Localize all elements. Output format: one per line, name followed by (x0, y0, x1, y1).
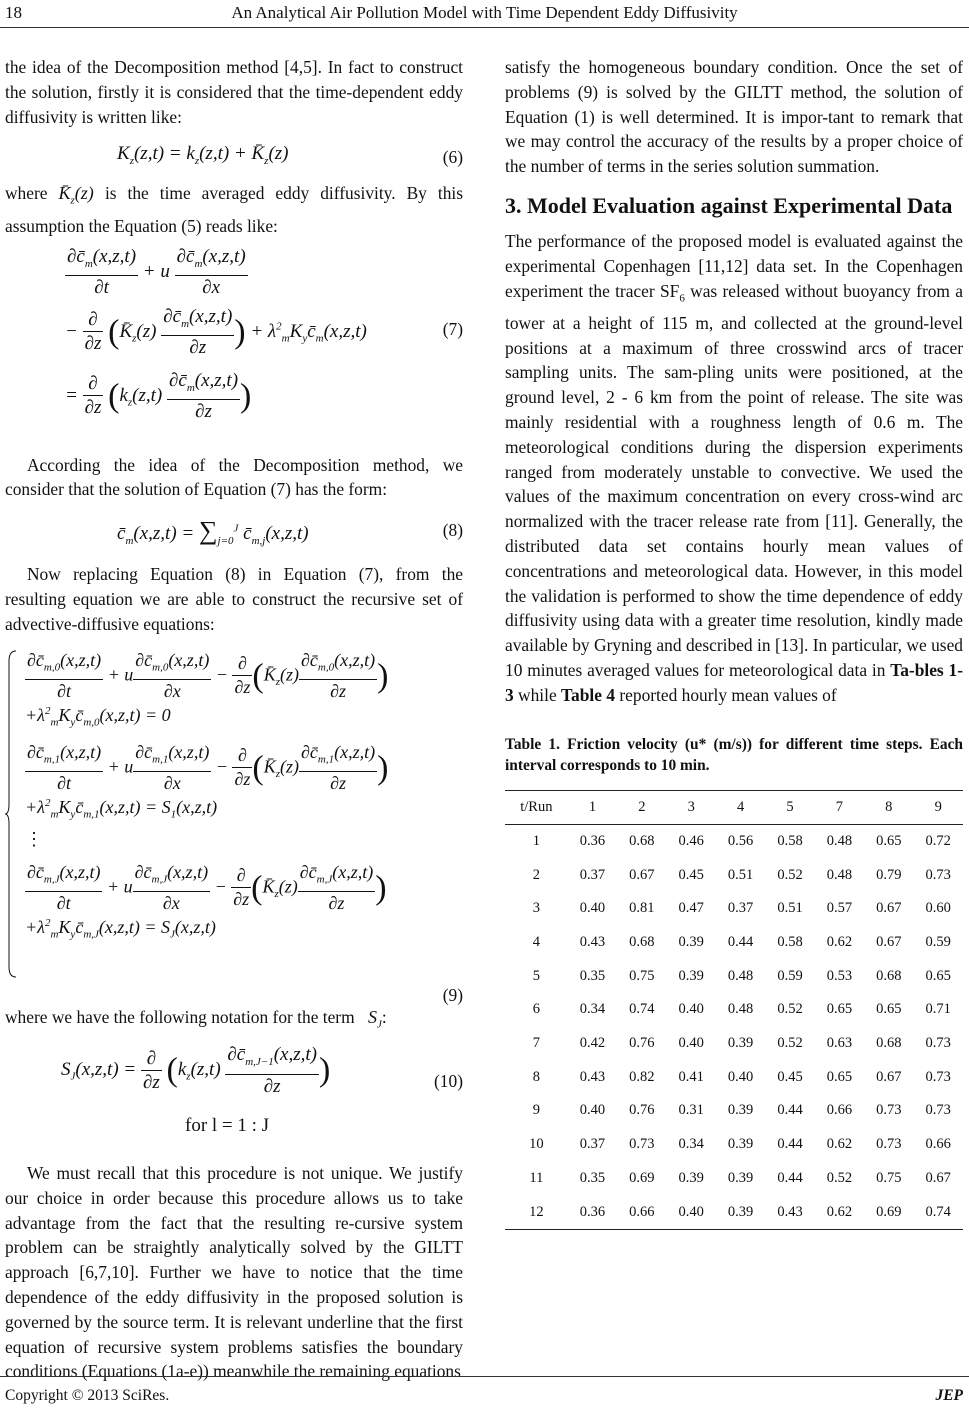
table-cell: 0.45 (678, 866, 704, 883)
table-row (505, 858, 963, 892)
table-header-cell: 8 (885, 798, 893, 815)
table-header-cell: 2 (638, 798, 646, 815)
table-cell: 4 (532, 934, 540, 950)
table-row (505, 1060, 963, 1094)
table-cell: 0.73 (925, 1035, 951, 1052)
table-cell: 0.39 (678, 967, 704, 984)
table-cell: 0.68 (876, 967, 902, 984)
table-cell: 5 (532, 967, 540, 984)
header-rule (0, 27, 969, 28)
table-row (505, 892, 963, 926)
page-number: 18 (5, 3, 22, 22)
equation-8: $c̄_m(x,z,t) = \sum_{j=0}^J$ $c̄_{m,j}(x,z,t)$ (8) (117, 516, 463, 547)
table-cell: 0.62 (826, 1203, 853, 1220)
table-cell: 0.44 (777, 1169, 803, 1186)
table-cell: 0.73 (925, 1068, 951, 1085)
table-cell: 0.79 (876, 866, 902, 883)
table-cell: 0.47 (678, 900, 704, 917)
table-cell: 0.65 (876, 832, 902, 849)
table-cell: 0.36 (579, 832, 606, 849)
table-cell: 0.43 (579, 934, 606, 950)
left-column (5, 55, 463, 1384)
left-paragraph-5: where we have the following notation for the term $S_J$: (5, 1006, 387, 1031)
table-row (505, 1161, 963, 1195)
table-cell: 0.73 (629, 1136, 655, 1153)
table-cell: 0.34 (678, 1136, 704, 1153)
table-cell: 0.51 (777, 900, 803, 917)
table-cell: 0.42 (579, 1035, 606, 1052)
table-cell: 0.69 (629, 1169, 655, 1186)
equation-9-number: (9) (442, 984, 463, 1005)
left-paragraph-2: where $K̄_z(z)$ is the time averaged eddy diffusivity. By this assumption the Equation (5) reads like: (5, 183, 463, 236)
table-cell: 0.46 (678, 832, 704, 849)
table-cell: 9 (532, 1102, 540, 1119)
table-cell: 0.67 (876, 900, 902, 917)
table-cell: 0.68 (629, 832, 655, 849)
table-cell: 0.60 (925, 900, 951, 917)
table-cell: 0.40 (727, 1068, 754, 1085)
table-header-cell: 1 (588, 798, 597, 815)
table-cell: 0.67 (629, 866, 655, 883)
table-cell: 0.58 (777, 832, 803, 849)
table-cell: 0.62 (826, 934, 853, 950)
right-paragraph-1: satisfy the homogeneous boundary condition. Once the set of problems (9) is solved by the GILTT method, the solution of Equation (1) is well determined. It is impor-tant to remark that we may control the accuracy of the results by a proper choice of the number of terms in the series solution summation. (505, 57, 963, 177)
table-cell: 12 (529, 1203, 544, 1220)
table-body (505, 824, 963, 1229)
table-row (505, 1094, 963, 1128)
table-cell: 0.73 (925, 866, 951, 883)
table-cell: 0.65 (876, 1001, 902, 1018)
equation-6-number: (6) (442, 147, 463, 168)
table-cell: 0.74 (925, 1203, 951, 1220)
table-cell: 0.66 (629, 1203, 655, 1220)
table-cell: 0.72 (925, 832, 951, 849)
brace-icon (5, 649, 17, 979)
table-cell: 0.48 (727, 1001, 754, 1018)
table-cell: 11 (529, 1169, 544, 1186)
table-caption: Table 1. Friction velocity (u* (m/s)) for different time steps. Each interval corresponds to 10 min. (505, 735, 963, 774)
table-cell: 0.39 (678, 1169, 704, 1186)
equation-10: $S_J(x,z,t)$ = $\frac{\partial}{\partial z}$ ($k_z(z,t)$ $\frac{\partial c̄_{m,J-1}(x,z,t)}{\partial z}$ ) for l = 1 : J (10) (61, 1043, 463, 1136)
table-cell: 0.48 (826, 866, 853, 883)
table-cell: 0.76 (629, 1102, 655, 1119)
table-cell: 0.52 (777, 866, 803, 883)
table-row (505, 824, 963, 858)
table-cell: 0.59 (925, 934, 951, 950)
table-cell: 0.62 (826, 1136, 853, 1153)
right-column (505, 55, 963, 1230)
running-title: An Analytical Air Pollution Model with Time Dependent Eddy Diffusivity (231, 3, 738, 22)
table-header-cell: t/Run (520, 798, 553, 815)
table-cell: 0.68 (876, 1035, 902, 1052)
table-cell: 0.34 (579, 1001, 606, 1018)
table-cell: 0.57 (826, 900, 853, 917)
table-cell: 0.67 (925, 1169, 951, 1186)
table-cell: 0.39 (727, 1102, 754, 1119)
table-cell: 0.65 (826, 1068, 853, 1085)
table-cell: 1 (532, 832, 540, 849)
table-cell: 0.39 (727, 1136, 754, 1153)
table-cell: 0.52 (826, 1169, 853, 1186)
table-header-cell: 4 (736, 798, 745, 815)
table-cell: 0.59 (777, 967, 803, 984)
table-cell: 0.82 (629, 1068, 655, 1085)
table-row (505, 959, 963, 993)
table-row (505, 926, 963, 960)
table-cell: 0.52 (777, 1001, 803, 1018)
equation-7-number: (7) (442, 318, 463, 339)
table-cell: 0.71 (925, 1001, 951, 1018)
table-cell: 0.43 (579, 1068, 606, 1085)
table-cell: 0.40 (678, 1035, 704, 1052)
equation-9: $\frac{\partial c̄_{m,0}(x,z,t)}{\partial t}$ + u $\frac{\partial c̄_{m,0}(x,z,t)}{\partial x}$ − $\frac{\partial}{\partial z}$ ($K̄_z(z)$ $\frac{\partial c̄_{m,0}(x,z,t)}{\partial z}$ ) $+\lambda^2_mK_yc̄_{m,0}(x,z,t) = 0$ $\frac{\partial c̄_{m,1}(x,z,t)}{\partial t}$ + u $\frac{\partial c̄_{m,1}(x,z,t)}{\partial x}$ − $\frac{\partial}{\partial z}$ ($K̄_z(z)$ $\frac{\partial c̄_{m,1}(x,z,t)}{\partial z}$ ) $+\lambda^2_mK_yc̄_{m,1}(x,z,t) = S_1(x,z,t)$ ⋮ $\frac{\partial c̄_{m,J}(x,z,t)}{\partial t}$ + u $\frac{\partial c̄_{m,J}(x,z,t)}{\partial x}$ − $\frac{\partial}{\partial z}$ ($K̄_z(z)$ $\frac{\partial c̄_{m,J}(x,z,t)}{\partial z}$ ) $+\lambda^2_mK_yc̄_{m,J}(x,z,t) = S_J(x,z,t)$ (9) (5, 649, 463, 989)
right-paragraph-2: The performance of the proposed model is evaluated against the experimental Copenhagen [11,12] data set. In the Copenhagen experiment the tracer $SF_6$ was released without buoyancy from a tower at a height of 115 m, and collected at the ground-level positions at a maximum of three crosswind arcs of tracer sampling units. The sam-pling units were positioned, at the ground level, 2 - 6 km from the point of release. The site was mainly residential with a roughness length of 0.6 m. The meteorological conditions during the dispersion experiments ranged from moderately unstable to convective. We used the values of the maximum concentration on every cross-wind arc normalized with the tracer release rate from [11]. Generally, the distributed data set contains hourly mean values of concentrations and meteorological data. However, in this model the validation is performed to show the time dependence of eddy diffusivity using data with a greater time resolution, kindly made available by Gryning and described in [13]. In particular, we used 10 minutes averaged values for meteorological data in Ta-bles 1-3 while Table 4 reported hourly mean values of (505, 230, 963, 705)
table-cell: 0.39 (727, 1035, 754, 1052)
copyright-notice: Copyright © 2013 SciRes. (5, 1387, 170, 1404)
section-title: 3. Model Evaluation against Experimental Data (505, 192, 953, 218)
table-row (505, 1195, 963, 1229)
table-cell: 0.74 (629, 1001, 655, 1018)
table-cell: 0.73 (925, 1102, 951, 1119)
table-header-cell: 7 (835, 798, 844, 815)
left-paragraph-6: We must recall that this procedure is not unique. We justify our choice in order because this procedure allows us to take advantage from the fact that the resulting re-cursive system problem can be straightly analytically solved by the GILTT approach [6,7,10]. Further we have to notice that the time dependence of the eddy diffusivity in the proposed solution is governed by the source term. It is relevant underline that the first equation of recursive system problems satisfies the boundary conditions (Equations (1a-e)) meanwhile the remaining equations (5, 1162, 463, 1382)
table-cell: 0.67 (876, 934, 902, 950)
table-cell: 0.37 (579, 1136, 606, 1153)
table-cell: 0.76 (629, 1035, 655, 1052)
table-cell: 0.41 (678, 1068, 704, 1085)
table-row (505, 1128, 963, 1162)
table-cell: 0.65 (925, 967, 951, 984)
journal-abbrev: JEP (935, 1387, 963, 1404)
table-cell: 0.44 (727, 934, 754, 950)
table-cell: 0.52 (777, 1035, 803, 1052)
table-header-cell: 9 (934, 798, 942, 815)
table-cell: 0.40 (678, 1203, 704, 1220)
table-cell: 0.67 (876, 1068, 902, 1085)
table-cell: 0.40 (678, 1001, 704, 1018)
table-cell: 0.43 (777, 1203, 803, 1220)
table-cell: 0.37 (727, 900, 754, 917)
table-cell: 0.45 (777, 1068, 803, 1085)
table-cell: 0.39 (727, 1169, 754, 1186)
equation-6: $K_z(z,t) = k_z(z,t)$ + $K̄_z(z)$ (6) (117, 143, 463, 168)
left-paragraph-4: Now replacing Equation (8) in Equation (7), from the resulting equation we are able to construct the recursive set of advective-diffusive equations: (5, 564, 463, 634)
table-cell: 0.69 (876, 1203, 902, 1220)
table-cell: 0.36 (579, 1203, 606, 1220)
table-cell: 0.44 (777, 1136, 803, 1153)
table-cell: 0.65 (826, 1001, 853, 1018)
left-paragraph-3: According the idea of the Decomposition method, we consider that the solution of Equation (7) has the form: (5, 454, 463, 500)
table-cell: 0.39 (727, 1203, 754, 1220)
equation-10-condition: for l = 1 : J (185, 1114, 270, 1136)
table-cell: 0.51 (727, 866, 754, 883)
table-cell: 0.39 (678, 934, 704, 950)
table-cell: 0.75 (876, 1169, 902, 1186)
table-cell: 3 (532, 900, 540, 917)
equation-10-number: (10) (434, 1070, 463, 1091)
table-cell: 6 (532, 1001, 540, 1018)
table-header-cell: 5 (786, 798, 794, 815)
table-cell: 0.53 (826, 967, 853, 984)
table-cell: 0.73 (876, 1136, 902, 1153)
table-cell: 0.48 (826, 832, 853, 849)
table-cell: 0.75 (629, 967, 655, 984)
table-header-cell: 3 (687, 798, 695, 815)
table-row (505, 1027, 963, 1061)
table-cell: 7 (532, 1035, 540, 1052)
friction-velocity-table (505, 790, 963, 1230)
table-cell: 0.35 (579, 1169, 606, 1186)
table-cell: 0.56 (727, 832, 754, 849)
table-cell: 8 (532, 1068, 540, 1085)
equation-7: $\frac{\partial c̄_m(x,z,t)}{\partial t}$ + u $\frac{\partial c̄_m(x,z,t)}{\partial x}$ − $\frac{\partial}{\partial z}$ ($K̄_z(z)$ $\frac{\partial c̄_m(x,z,t)}{\partial z}$ ) + $\lambda^2_mK_yc̄_m(x,z,t)$ = $\frac{\partial}{\partial z}$ ($k_z(z,t)$ $\frac{\partial c̄_m(x,z,t)}{\partial z}$ ) (7) (65, 245, 463, 423)
table-cell: 0.40 (579, 900, 606, 917)
table-cell: 0.37 (579, 866, 606, 883)
running-header (0, 0, 969, 26)
table-cell: 0.68 (629, 934, 655, 950)
table-cell: 0.73 (876, 1102, 902, 1119)
table-cell: 0.63 (826, 1035, 853, 1052)
table-cell: 10 (529, 1136, 544, 1153)
table-cell: 0.44 (777, 1102, 803, 1119)
table-cell: 0.31 (678, 1102, 704, 1119)
table-cell: 0.58 (777, 934, 803, 950)
table-header-row (505, 790, 963, 824)
table-cell: 2 (532, 866, 540, 883)
table-cell: 0.81 (629, 900, 655, 917)
equation-8-number: (8) (442, 520, 463, 541)
left-paragraph-1: the idea of the Decomposition method [4,5]. In fact to construct the solution, firstly it is considered that the time-dependent eddy diffusivity is written like: (5, 57, 463, 127)
table-cell: 0.35 (579, 967, 606, 984)
table-cell: 0.48 (727, 967, 754, 984)
table-row (505, 993, 963, 1027)
page-footer (0, 1376, 969, 1404)
table-cell: 0.66 (925, 1136, 951, 1153)
table-cell: 0.40 (579, 1102, 606, 1119)
table-cell: 0.66 (826, 1102, 853, 1119)
